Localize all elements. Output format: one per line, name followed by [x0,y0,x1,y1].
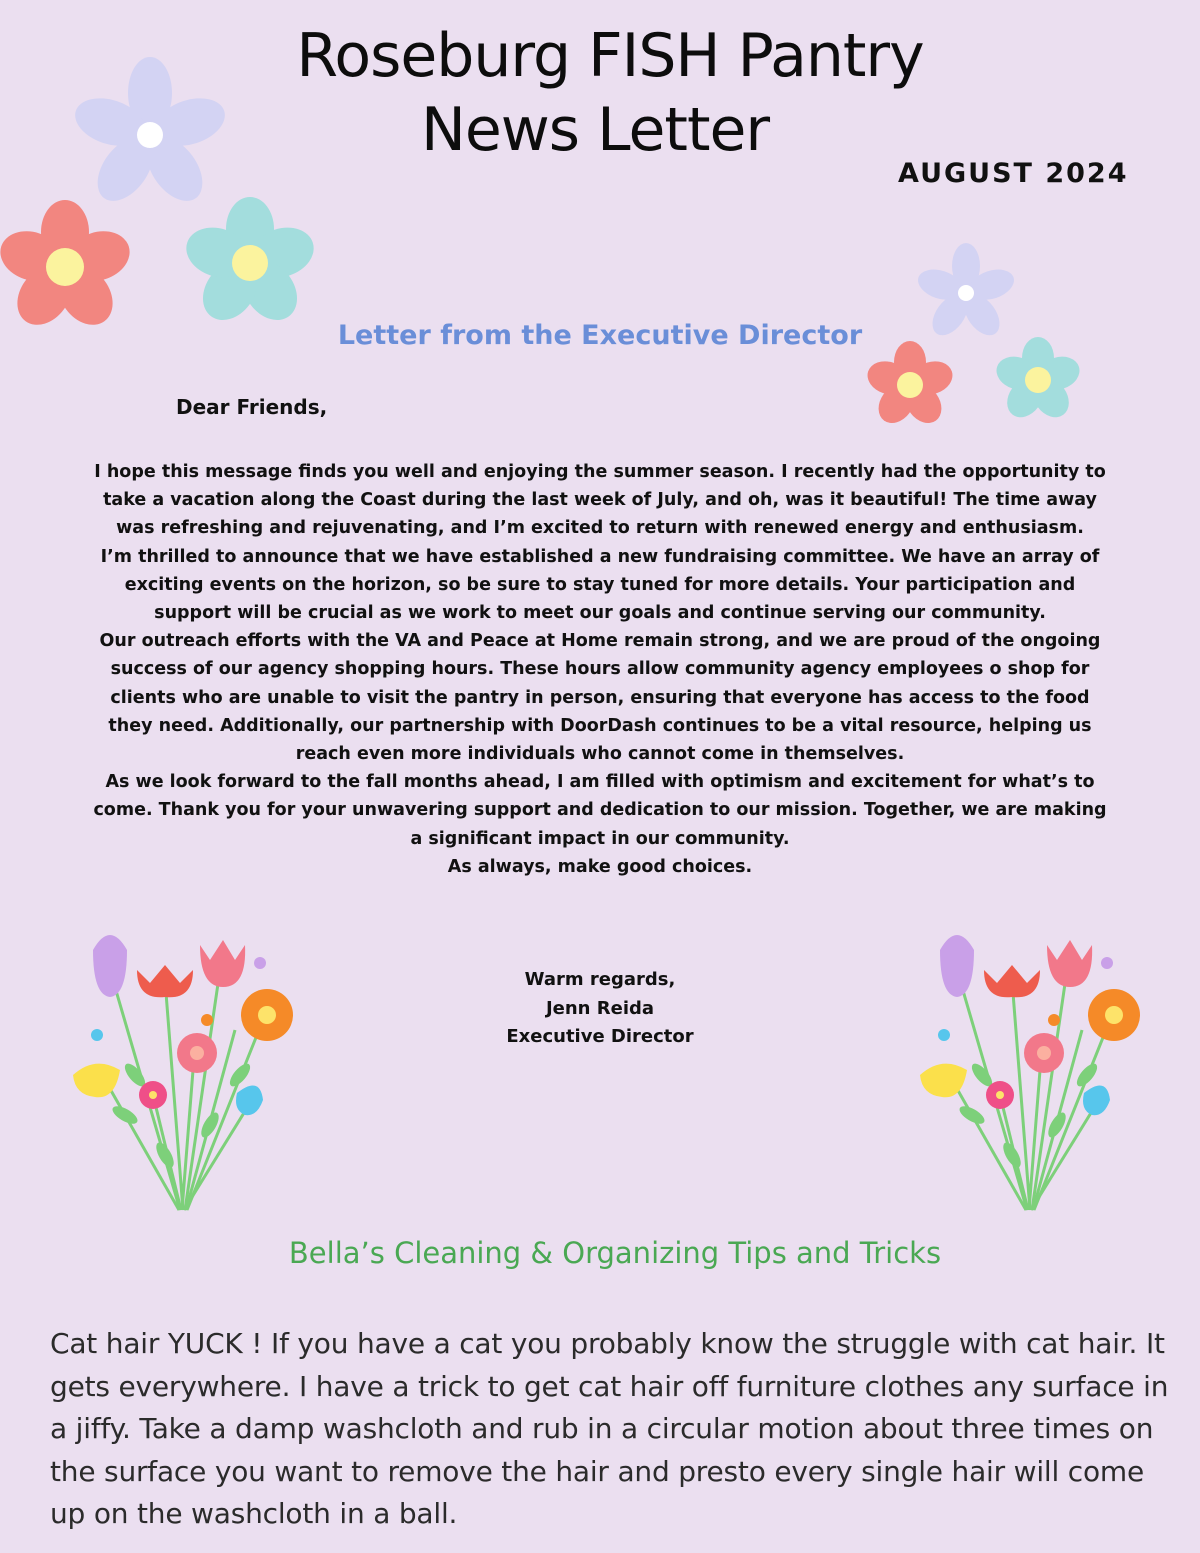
coral-flower-icon [0,200,130,338]
flower-bouquet-icon [65,925,305,1215]
letter-heading: Letter from the Executive Director [337,320,863,351]
letter-paragraph: I hope this message finds you well and enjoying the summer season. I recently had the opportunity to take a vacation along the Coast during the last week of July, and oh, was it beautiful! The time away was refreshing and rejuvenating, and I’m excited to return with renewed energy and enthusiasm. [94,462,1106,539]
issue-date: AUGUST 2024 [898,158,1129,189]
signoff-name: Jenn Reida [545,997,655,1019]
small-coral-flower-icon [865,343,955,435]
flower-bouquet-icon [912,925,1152,1215]
letter-paragraph: As always, make good choices. [447,856,753,877]
newsletter-title: Roseburg FISH Pantry [296,21,924,91]
letter-paragraph: As we look forward to the fall months ahead, I am filled with optimism and excitement for what’s to come. Thank you for your unwavering support and dedication to our mission. Together, we are making a significant impact in our community. [93,772,1107,849]
letter-signoff [400,966,800,1052]
letter-paragraph: I’m thrilled to announce that we have established a new fundraising committee. We have an array of exciting events on the horizon, so be sure to stay tuned for more details. Your participation and support will be crucial as we work to meet our goals and continue serving our community. [100,546,1100,624]
letter-greeting: Dear Friends, [176,395,328,419]
tips-body: Cat hair YUCK ! If you have a cat you probably know the struggle with cat hair. It gets everywhere. I have a trick to get cat hair off furniture clothes any surface in a jiffy. Take a damp washcloth and rub in a circular motion about three times on the surface you want to remove the hair and presto every single hair will come up on the washcloth in a ball. [50,1327,1169,1530]
letter-body [90,458,1110,881]
tips-heading: Bella’s Cleaning & Organizing Tips and Tricks [288,1236,942,1270]
letter-paragraph: Our outreach efforts with the VA and Peace at Home remain strong, and we are proud of the ongoing success of our agency shopping hours. These hours allow community agency employees o shop for clients who are unable to visit the pantry in person, ensuring that everyone has access to the food they need. Additionally, our partnership with DoorDash continues to be a vital resource, helping us reach even more individuals who cannot come in themselves. [99,631,1101,765]
signoff-closing: Warm regards, [524,969,676,990]
newsletter-subtitle: News Letter [420,95,770,165]
signoff-role: Executive Director [506,1026,694,1047]
aqua-flower-icon [185,203,315,333]
